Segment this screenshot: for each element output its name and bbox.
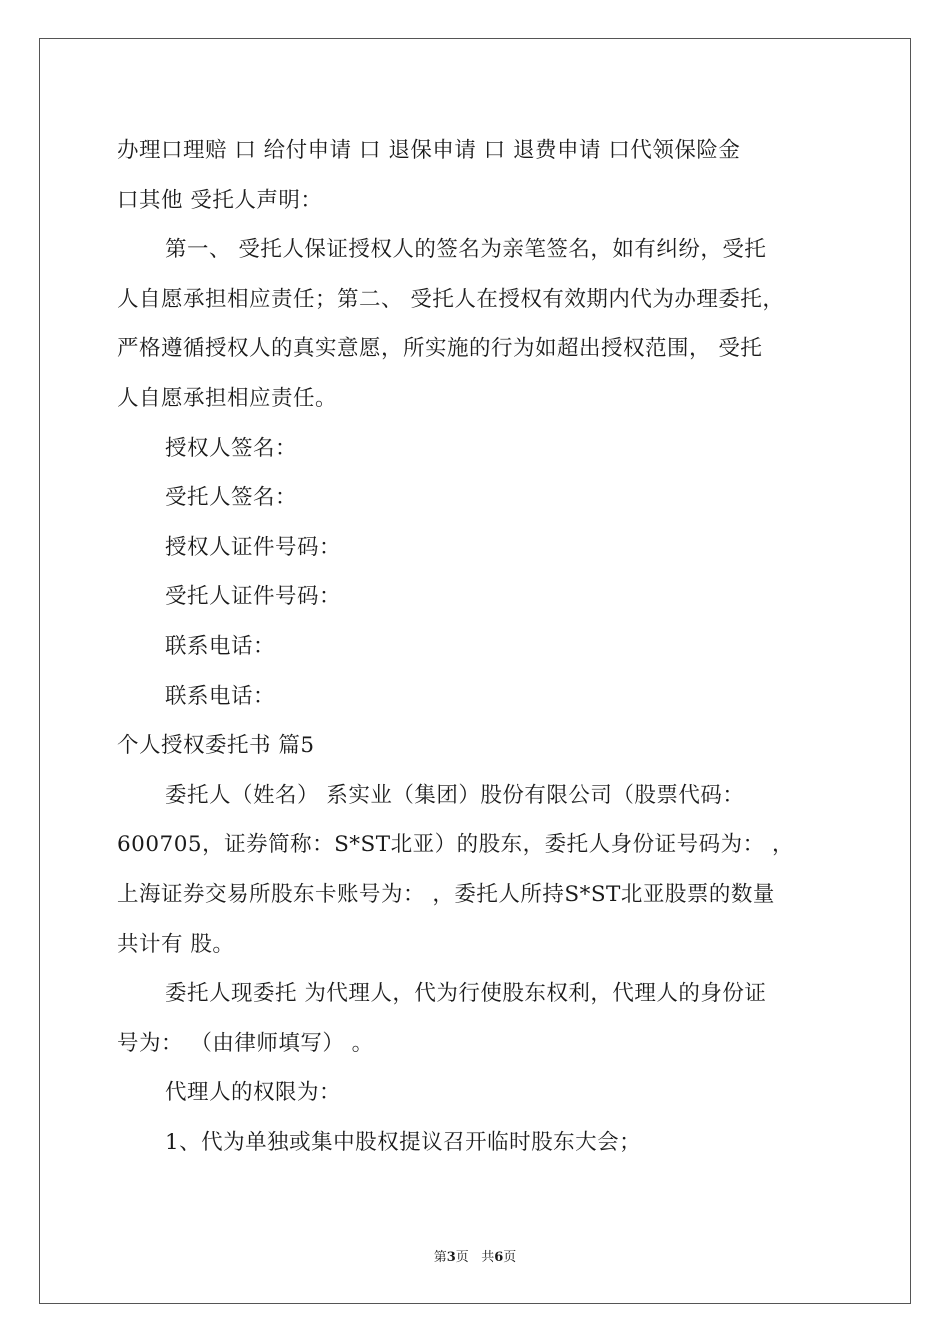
document-body xyxy=(117,126,837,1167)
text-line: 委托人（姓名） 系实业（集团）股份有限公司（股票代码： xyxy=(165,782,745,808)
text-line: 人自愿承担相应责任。 xyxy=(117,385,338,411)
text-line: 委托人现委托 为代理人，代为行使股东权利，代理人的身份证 xyxy=(165,981,767,1007)
phone-label: 联系电话： xyxy=(165,683,276,709)
page-suffix: 页 xyxy=(455,1250,469,1265)
page-footer xyxy=(0,1246,950,1265)
list-item: 1、代为单独或集中股权提议召开临时股东大会； xyxy=(165,1129,642,1155)
text-line: 上海证券交易所股东卡账号为： ，委托人所持S*ST北亚股票的数量 xyxy=(117,881,775,907)
phone-label: 联系电话： xyxy=(165,633,276,659)
id-label-trustee: 受托人证件号码： xyxy=(165,584,342,610)
total-prefix: 共 xyxy=(481,1250,495,1265)
page-number: 3 xyxy=(446,1250,456,1265)
page-prefix: 第 xyxy=(433,1250,447,1265)
text-line: 第一、 受托人保证授权人的签名为亲笔签名，如有纠纷，受托 xyxy=(165,237,767,263)
text-line: 号为： （由律师填写） 。 xyxy=(117,1030,374,1056)
signature-label-trustee: 受托人签名： xyxy=(165,485,298,511)
text-line: 口其他 受托人声明： xyxy=(117,187,323,213)
text-line: 代理人的权限为： xyxy=(165,1080,342,1106)
section-heading: 个人授权委托书 篇5 xyxy=(117,733,315,759)
total-suffix: 页 xyxy=(503,1250,517,1265)
text-line: 严格遵循授权人的真实意愿，所实施的行为如超出授权范围， 受托 xyxy=(117,336,763,362)
text-line: 共计有 股。 xyxy=(117,931,235,957)
text-line: 600705，证券简称：S*ST北亚）的股东，委托人身份证号码为： ， xyxy=(117,832,794,858)
id-label-authorizer: 授权人证件号码： xyxy=(165,534,342,560)
text-line: 人自愿承担相应责任；第二、 受托人在授权有效期内代为办理委托， xyxy=(117,286,785,312)
text-line: 办理口理赔 口 给付申请 口 退保申请 口 退费申请 口代领保险金 xyxy=(117,138,741,163)
signature-label-authorizer: 授权人签名： xyxy=(165,435,298,461)
total-pages: 6 xyxy=(494,1250,504,1265)
